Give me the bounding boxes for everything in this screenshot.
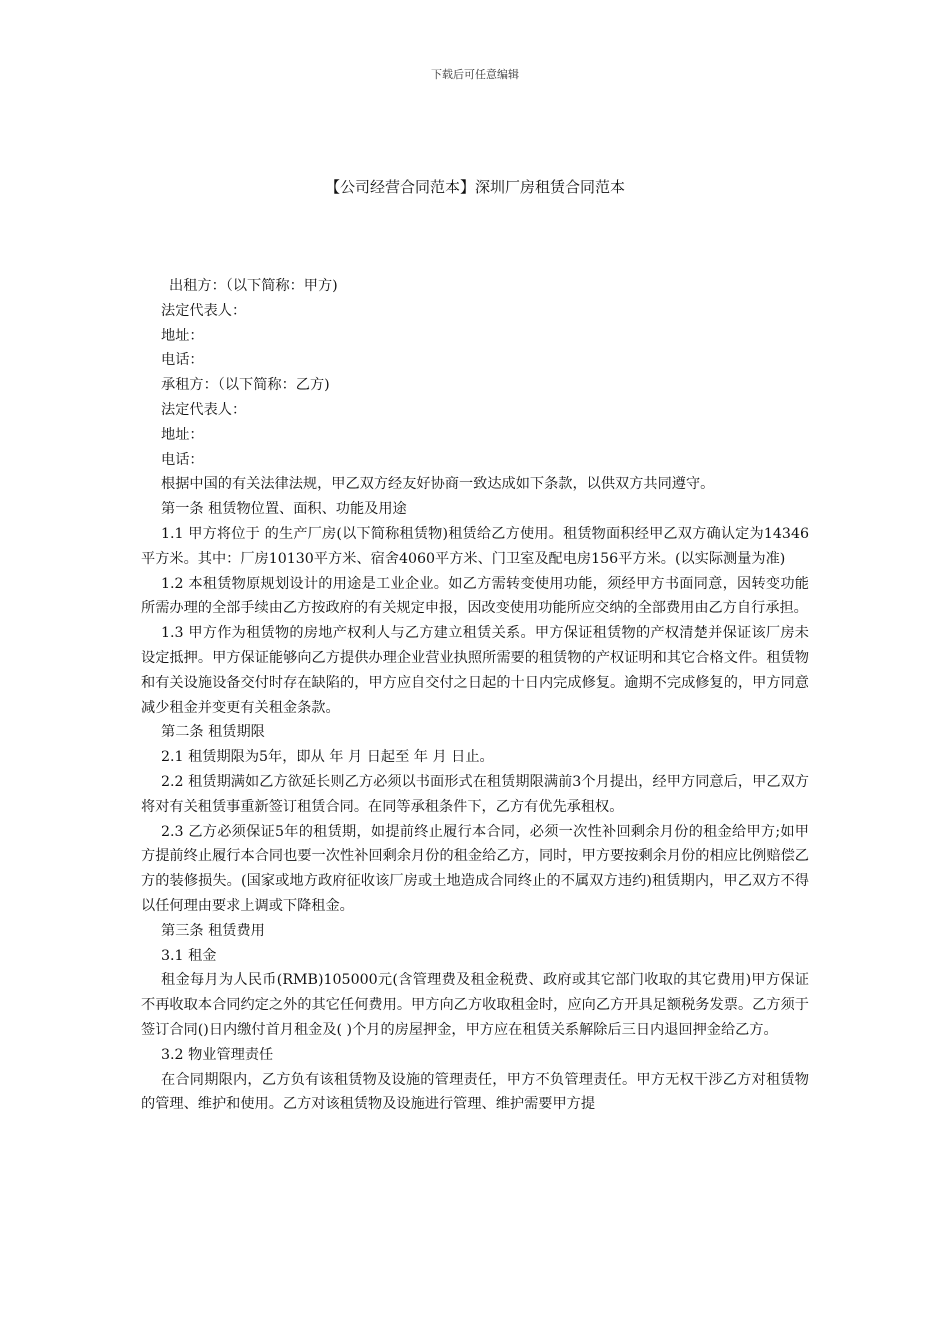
lessee-address-line: 地址： — [161, 426, 204, 443]
clause-3-2-heading: 3.2 物业管理责任 — [161, 1046, 274, 1063]
clause-1-3: 1.3 甲方作为租赁物的房地产权利人与乙方建立租赁关系。甲方保证租赁物的产权清楚并保证该厂房未设定抵押。甲方保证能够向乙方提供办理企业营业执照所需要的租赁物的产权证明和其它合格文件。租赁物和有关设施设备交付时存在缺陷的，甲方应自交付之日起的十日内完成修复。逾期不完成修复的，甲方同意减少租金并变更有关租金条款。 — [141, 625, 809, 716]
article-2-heading: 第二条 租赁期限 — [161, 724, 265, 741]
preamble-paragraph: 根据中国的有关法律法规，甲乙双方经友好协商一致达成如下条款，以供双方共同遵守。 — [161, 476, 715, 493]
lessee-line: 承租方：（以下简称：乙方) — [161, 377, 330, 394]
document-body — [141, 274, 809, 1117]
clause-2-2: 2.2 租赁期满如乙方欲延长则乙方必须以书面形式在租赁期限满前3个月提出，经甲方同意后，甲乙双方将对有关租赁事重新签订租赁合同。在同等承租条件下，乙方有优先承租权。 — [141, 773, 809, 815]
clause-2-1: 2.1 租赁期限为5年，即从 年 月 日起至 年 月 日止。 — [161, 749, 494, 766]
lessor-representative-line: 法定代表人： — [161, 302, 247, 319]
lessor-line: 出租方：（以下简称：甲方) — [169, 278, 338, 294]
page-header-note: 下载后可任意编辑 — [431, 68, 519, 81]
clause-1-2: 1.2 本租赁物原规划设计的用途是工业企业。如乙方需转变使用功能，须经甲方书面同意，因转变功能所需办理的全部手续由乙方按政府的有关规定申报，因改变使用功能所应交纳的全部费用由乙方自行承担。 — [141, 575, 809, 617]
lessee-representative-line: 法定代表人： — [161, 401, 247, 418]
clause-3-1-heading: 3.1 租金 — [161, 947, 217, 964]
article-3-heading: 第三条 租赁费用 — [161, 922, 265, 939]
lessee-phone-line: 电话： — [161, 451, 204, 468]
document-title: 【公司经营合同范本】深圳厂房租赁合同范本 — [324, 178, 625, 196]
lessor-address-line: 地址： — [161, 327, 204, 344]
article-1-heading: 第一条 租赁物位置、面积、功能及用途 — [161, 501, 407, 518]
clause-3-1-text: 租金每月为人民币(RMB)105000元(含管理费及租金税费、政府或其它部门收取的其它费用)甲方保证不再收取本合同约定之外的其它任何费用。甲方向乙方收取租金时，应向乙方开具足额税务发票。乙方须于签订合同()日内缴付首月租金及( )个月的房屋押金，甲方应在租赁关系解除后三日内退回押金给乙方。 — [141, 972, 809, 1038]
clause-3-2-text: 在合同期限内，乙方负有该租赁物及设施的管理责任，甲方不负管理责任。甲方无权干涉乙方对租赁物的管理、维护和使用。乙方对该租赁物及设施进行管理、维护需要甲方提 — [141, 1071, 809, 1113]
lessor-phone-line: 电话： — [161, 352, 204, 369]
clause-2-3: 2.3 乙方必须保证5年的租赁期，如提前终止履行本合同，必须一次性补回剩余月份的租金给甲方;如甲方提前终止履行本合同也要一次性补回剩余月份的租金给乙方，同时，甲方要按剩余月份的相应比例赔偿乙方的装修损失。(国家或地方政府征收该厂房或土地造成合同终止的不属双方违约)租赁期内，甲乙双方不得以任何理由要求上调或下降租金。 — [141, 823, 809, 914]
clause-1-1: 1.1 甲方将位于 的生产厂房(以下简称租赁物)租赁给乙方使用。租赁物面积经甲乙双方确认定为14346平方米。其中：厂房10130平方米、宿舍4060平方米、门卫室及配电房156平方米。(以实际测量为准) — [141, 525, 809, 567]
